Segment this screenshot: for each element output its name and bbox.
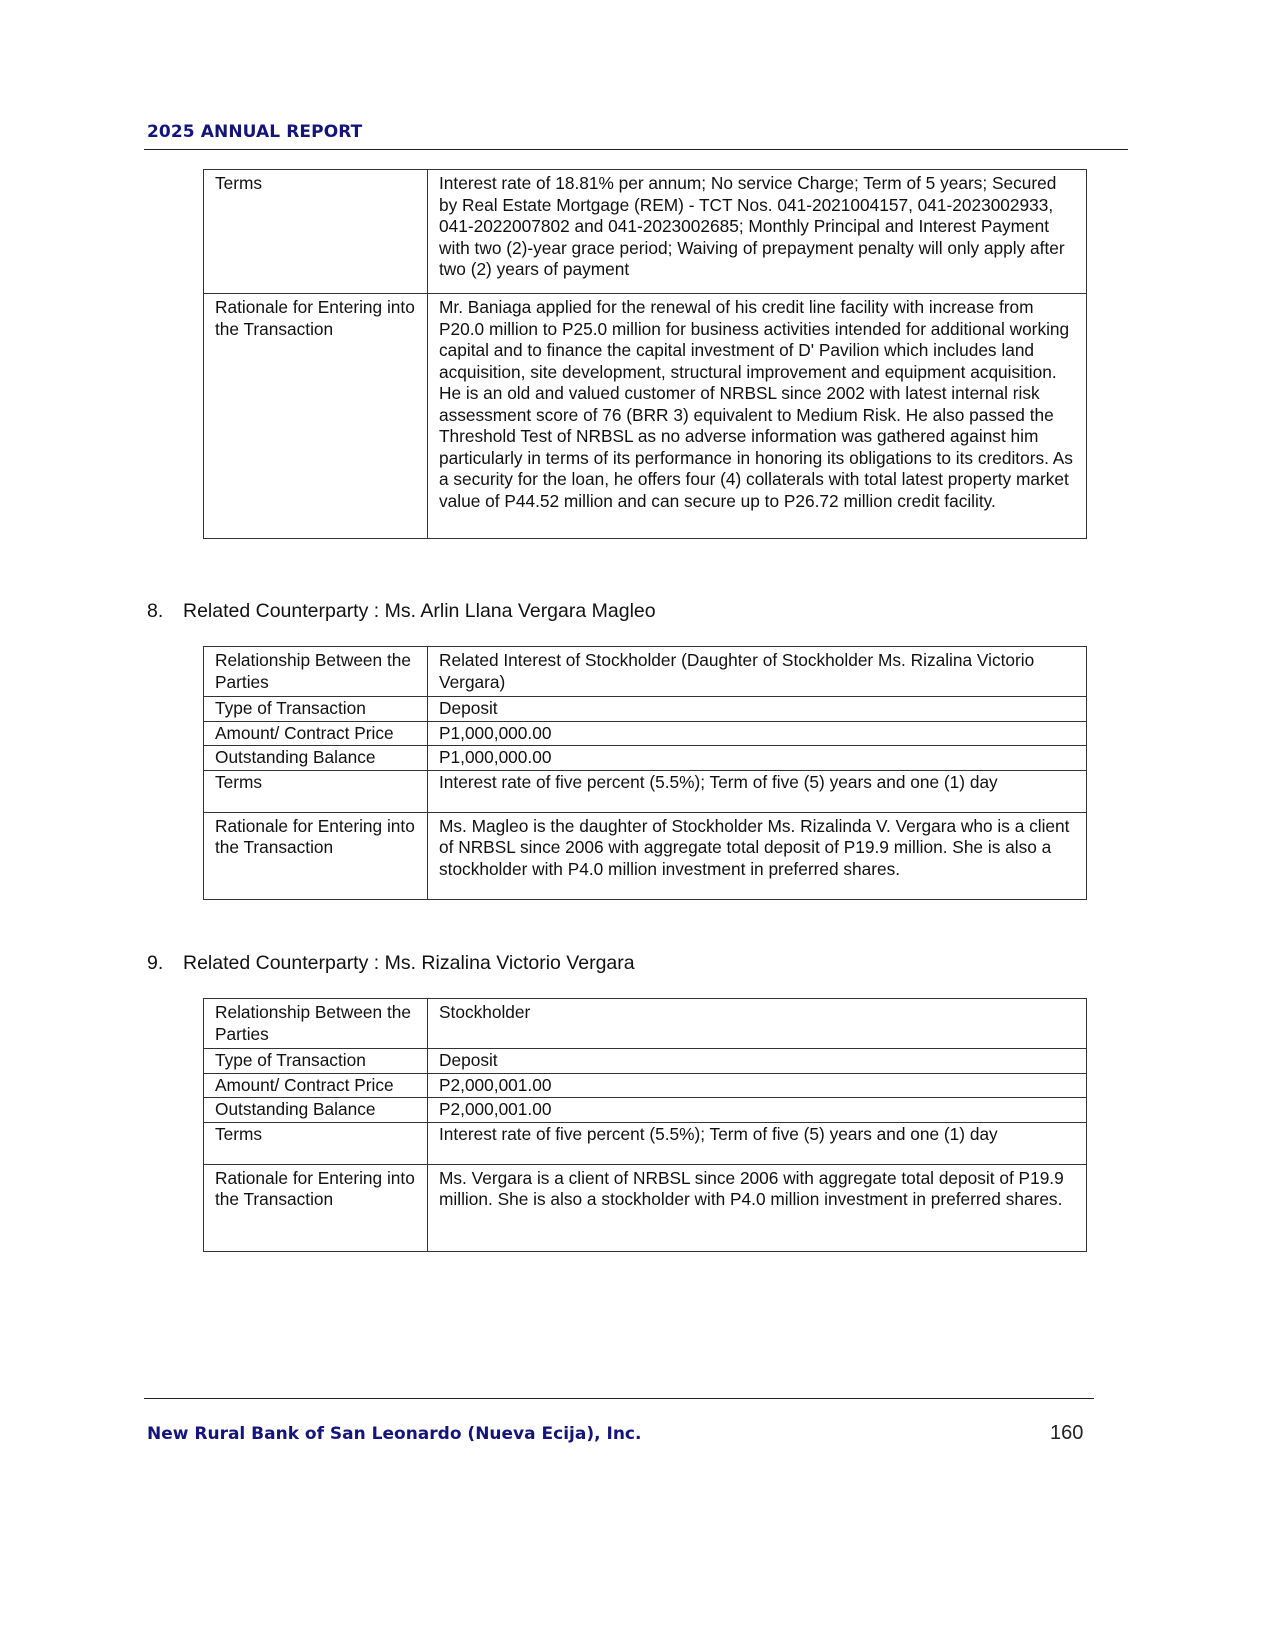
row-value: Interest rate of five percent (5.5%); Term of five (5) years and one (1) day: [428, 1122, 1087, 1164]
row-value: Mr. Baniaga applied for the renewal of his credit line facility with increase from P20.0 million to P25.0 million for business activities intended for additional working capital and to finance the capital investment of D' Pavilion which includes land acquisition, site development, structural improvement and equipment acquisition. He is an old and valued customer of NRBSL since 2002 with latest internal risk assessment score of 76 (BRR 3) equivalent to Medium Risk. He also passed the Threshold Test of NRBSL as no adverse information was gathered against him particularly in terms of its performance in honoring its obligations to its creditors. As a security for the loan, he offers four (4) collaterals with total latest property market value of P44.52 million and can secure up to P26.72 million credit facility.: [428, 294, 1087, 539]
section-heading-9: [147, 951, 635, 975]
counterparty-table-9: [203, 998, 1087, 1252]
section-number: 9.: [147, 952, 164, 974]
footer-bank-name: New Rural Bank of San Leonardo (Nueva Ecija), Inc.: [147, 1424, 642, 1444]
table-row: [204, 697, 1087, 722]
table-row: [204, 1122, 1087, 1164]
row-label: Amount/ Contract Price: [204, 1073, 428, 1098]
row-value: P2,000,001.00: [428, 1098, 1087, 1123]
table-row: [204, 721, 1087, 746]
section-title: Related Counterparty : Ms. Arlin Llana Vergara Magleo: [183, 600, 656, 622]
row-label: Terms: [204, 1122, 428, 1164]
row-label: Type of Transaction: [204, 697, 428, 722]
table-row: [204, 999, 1087, 1049]
table-row: [204, 1164, 1087, 1251]
table-row: [204, 294, 1087, 539]
row-label: Rationale for Entering into the Transaction: [204, 294, 428, 539]
row-value: Interest rate of 18.81% per annum; No service Charge; Term of 5 years; Secured by Real Estate Mortgage (REM) - TCT Nos. 041-2021004157, 041-2023002933, 041-2022007802 and 041-2023002685; Monthly Principal and Interest Payment with two (2)-year grace period; Waiving of prepayment penalty will only apply after two (2) years of payment: [428, 170, 1087, 294]
row-value: Interest rate of five percent (5.5%); Term of five (5) years and one (1) day: [428, 770, 1087, 812]
row-label: Rationale for Entering into the Transaction: [204, 1164, 428, 1251]
row-value: P2,000,001.00: [428, 1073, 1087, 1098]
footer-rule: [144, 1398, 1094, 1399]
section-title: Related Counterparty : Ms. Rizalina Victorio Vergara: [183, 952, 635, 974]
table-row: [204, 647, 1087, 697]
row-value: Deposit: [428, 697, 1087, 722]
row-value: Stockholder: [428, 999, 1087, 1049]
continued-transaction-table: [203, 169, 1087, 539]
table-row: [204, 812, 1087, 899]
row-label: Relationship Between the Parties: [204, 647, 428, 697]
table-row: [204, 1049, 1087, 1074]
row-label: Outstanding Balance: [204, 746, 428, 771]
counterparty-table-8: [203, 646, 1087, 900]
row-label: Terms: [204, 770, 428, 812]
row-value: Ms. Vergara is a client of NRBSL since 2006 with aggregate total deposit of P19.9 million. She is also a stockholder with P4.0 million investment in preferred shares.: [428, 1164, 1087, 1251]
row-label: Amount/ Contract Price: [204, 721, 428, 746]
row-label: Outstanding Balance: [204, 1098, 428, 1123]
header-rule: [144, 149, 1128, 150]
row-value: P1,000,000.00: [428, 746, 1087, 771]
row-value: Deposit: [428, 1049, 1087, 1074]
row-label: Relationship Between the Parties: [204, 999, 428, 1049]
row-value: Ms. Magleo is the daughter of Stockholder Ms. Rizalinda V. Vergara who is a client of NRBSL since 2006 with aggregate total deposit of P19.9 million. She is also a stockholder with P4.0 million investment in preferred shares.: [428, 812, 1087, 899]
section-number: 8.: [147, 600, 164, 622]
section-heading-8: [147, 599, 656, 623]
row-value: Related Interest of Stockholder (Daughter of Stockholder Ms. Rizalina Victorio Vergara): [428, 647, 1087, 697]
row-label: Terms: [204, 170, 428, 294]
row-value: P1,000,000.00: [428, 721, 1087, 746]
header-title: 2025 ANNUAL REPORT: [147, 122, 363, 142]
page-number: 160: [1050, 1422, 1084, 1444]
table-row: [204, 1073, 1087, 1098]
table-row: [204, 770, 1087, 812]
row-label: Rationale for Entering into the Transaction: [204, 812, 428, 899]
table-row: [204, 170, 1087, 294]
table-row: [204, 746, 1087, 771]
row-label: Type of Transaction: [204, 1049, 428, 1074]
table-row: [204, 1098, 1087, 1123]
